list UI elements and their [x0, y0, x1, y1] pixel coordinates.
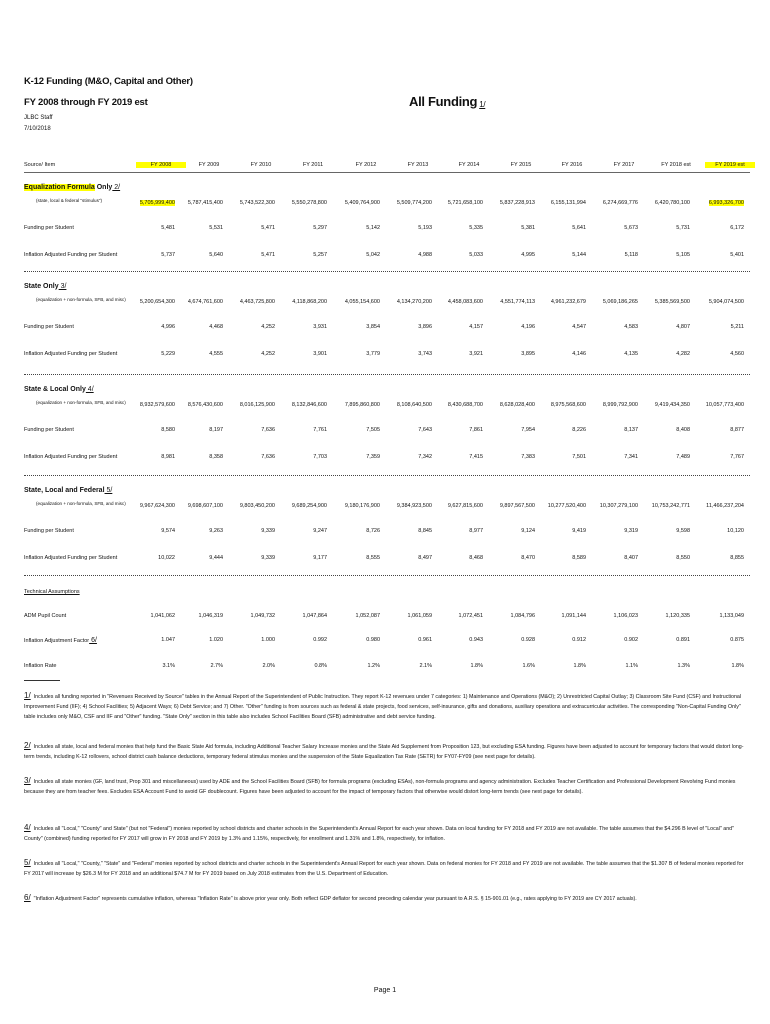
table-cell: 0.943	[469, 637, 483, 643]
row-label: Funding per Student	[24, 324, 74, 330]
section-title: State & Local Only 4/	[24, 386, 94, 393]
table-cell: 5,737	[161, 252, 175, 258]
footnote-text: "Inflation Adjustment Factor" represents cumulative inflation, whereas "Inflation Rate" is above prior year only. Both reflect GDP deflator for second preceding calendar year pursuant to A.R.S. § 15-901.01 (e.g., rates applying to FY 2019 are CY 2017 actuals).	[33, 896, 637, 902]
table-cell: 7,895,860,800	[344, 402, 380, 408]
footnote	[24, 858, 744, 879]
table-cell: 6,155,131,994	[550, 200, 586, 206]
table-cell: 5,335	[469, 225, 483, 231]
table-cell: 1,046,319	[198, 613, 223, 619]
year-header: FY 2014	[458, 162, 480, 168]
table-cell: 1.020	[209, 637, 223, 643]
table-cell: 5,118	[624, 252, 638, 258]
table-cell: 4,551,774,113	[500, 299, 535, 305]
table-cell: 5,509,774,200	[396, 200, 432, 206]
table-cell: 8,981	[161, 454, 175, 460]
table-cell: 7,505	[366, 427, 380, 433]
table-cell: 7,342	[418, 454, 432, 460]
footnote-number: 4/	[24, 823, 31, 832]
table-cell: 4,583	[624, 324, 638, 330]
table-cell: 3,901	[313, 351, 327, 357]
table-cell: 0.912	[572, 637, 586, 643]
table-cell: 1,133,049	[719, 613, 744, 619]
table-cell: 8,628,028,400	[499, 402, 535, 408]
table-cell: 7,703	[313, 454, 327, 460]
table-cell: 8,855	[730, 555, 744, 561]
table-cell: 4,252	[261, 324, 275, 330]
table-cell: 8,576,430,600	[187, 402, 223, 408]
report-author: JLBC Staff	[24, 115, 53, 121]
year-header: FY 2015	[510, 162, 532, 168]
table-cell: 5,211	[730, 324, 744, 330]
table-cell: 8,555	[366, 555, 380, 561]
table-cell: 3,931	[313, 324, 327, 330]
table-cell: 5,705,999,400	[139, 200, 175, 206]
table-cell: 4,463,725,800	[239, 299, 275, 305]
table-cell: 8,132,846,600	[291, 402, 327, 408]
table-cell: 5,481	[161, 225, 175, 231]
footnote-text: Includes all "Local," "County" and State" (but not "Federal") monies reported by school districts and charter schools in the Superintendent's Annual Report for each year shown. Data on local funding for FY 2018 and FY 2019 are not available. The table assumes that the $4.296 B level of "Local" and" County" (combined) funding reported for FY 2017 will grow in FY 2018 and FY 2019 by 1.3% and 1.15%, respectively, for enrollment and 1.31% and 1.8%, respectively, for inflation.	[24, 826, 734, 842]
table-cell: 9,339	[261, 528, 275, 534]
table-cell: 3,896	[418, 324, 432, 330]
year-header: FY 2012	[355, 162, 377, 168]
row-label: Funding per Student	[24, 225, 74, 231]
table-cell: 1.3%	[677, 663, 690, 669]
table-cell: 4,146	[572, 351, 586, 357]
table-cell: 7,489	[676, 454, 690, 460]
table-cell: 10,022	[158, 555, 175, 561]
table-cell: 9,319	[624, 528, 638, 534]
header-rule	[24, 172, 750, 173]
table-cell: 8,108,640,500	[396, 402, 432, 408]
section-title: State Only 3/	[24, 283, 67, 290]
table-cell: 1.000	[261, 637, 275, 643]
table-cell: 4,547	[572, 324, 586, 330]
table-cell: 5,673	[624, 225, 638, 231]
table-cell: 1,049,732	[250, 613, 275, 619]
table-cell: 5,837,228,913	[499, 200, 535, 206]
footnote-text: Includes all funding reported in "Revenues Received by Source" tables in the Annual Report of the Superintendent of Public Instruction. They report K-12 revenues under 7 categories: 1) Maintenance and Operations (M&O); 2) Unrestricted Capital Outlay; 3) Classroom Site Fund (CSF) and Instructional Improvement Fund (IIF); 4) School Facilities; 5) Adjacent Ways; 6) Debt Service; and 7) Other. "Other" funding is from sources such as federal & state projects, food services, self-insurance, gifts and donations, auxiliary operations and extracurricular activities. The corresponding "Non-Capital Funding Only" table includes only M&O, CSF and IIF and "Other" funding. "State Only" section in this table also includes School Facilities Board (SFB) administrative and debt service funding.	[24, 694, 742, 720]
table-cell: 4,252	[261, 351, 275, 357]
table-cell: 1.8%	[573, 663, 586, 669]
footnote	[24, 741, 744, 762]
table-cell: 5,721,658,100	[447, 200, 483, 206]
table-cell: 5,033	[469, 252, 483, 258]
table-cell: 5,257	[313, 252, 327, 258]
table-cell: 9,689,254,900	[291, 503, 327, 509]
table-cell: 4,118,868,200	[292, 299, 327, 305]
year-header: FY 2010	[250, 162, 272, 168]
table-cell: 4,134,270,200	[396, 299, 432, 305]
table-cell: 5,200,654,300	[139, 299, 175, 305]
table-cell: 11,466,237,204	[706, 503, 744, 509]
table-cell: 8,726	[366, 528, 380, 534]
row-label: Inflation Adjusted Funding per Student	[24, 351, 118, 357]
table-cell: 7,767	[730, 454, 744, 460]
table-cell: 9,177	[313, 555, 327, 561]
table-cell: 1.2%	[367, 663, 380, 669]
table-cell: 4,555	[209, 351, 223, 357]
section-subtitle: (equalization + non-formula, SFB, and misc)	[36, 297, 126, 302]
table-cell: 9,897,567,500	[499, 503, 535, 509]
table-cell: 1,072,451	[458, 613, 483, 619]
table-cell: 7,341	[624, 454, 638, 460]
table-cell: 5,144	[572, 252, 586, 258]
table-cell: 5,787,415,400	[187, 200, 223, 206]
table-cell: 9,419,434,350	[654, 402, 690, 408]
assumption-label: ADM Pupil Count	[24, 613, 67, 619]
table-cell: 8,016,125,900	[239, 402, 275, 408]
assumption-label: Inflation Rate	[24, 663, 57, 669]
table-cell: 8,999,792,900	[602, 402, 638, 408]
table-cell: 6,993,326,700	[708, 200, 744, 206]
year-header: FY 2019 est	[705, 162, 755, 168]
table-cell: 9,419	[572, 528, 586, 534]
year-header: FY 2009	[198, 162, 220, 168]
table-cell: 8,589	[572, 555, 586, 561]
table-cell: 8,137	[624, 427, 638, 433]
year-header: FY 2013	[407, 162, 429, 168]
table-cell: 8,226	[572, 427, 586, 433]
table-cell: 9,444	[209, 555, 223, 561]
table-cell: 10,120	[727, 528, 744, 534]
table-cell: 9,263	[209, 528, 223, 534]
table-cell: 3,895	[521, 351, 535, 357]
table-cell: 9,627,815,600	[447, 503, 483, 509]
table-cell: 7,761	[313, 427, 327, 433]
table-cell: 9,698,607,100	[187, 503, 223, 509]
table-cell: 0.8%	[314, 663, 327, 669]
table-cell: 5,409,764,900	[344, 200, 380, 206]
footnote	[24, 776, 744, 797]
table-cell: 1,091,144	[561, 613, 586, 619]
footnote-text: Includes all state, local and federal monies that help fund the Basic State Aid formula, including Additional Teacher Salary Increase monies and the State Aid Supplement from Proposition 123, but excluding ESA funding. Figures have been adjusted to account for temporary factors that would distort long-term trends, including K-12 rollovers, school district cash balance deductions, temporary federal stimulus monies and the suspension of the State Equalization Tax Rate (SETR) for FY07-FY09 (see next page for details).	[24, 744, 744, 760]
report-period: FY 2008 through FY 2019 est	[24, 97, 148, 108]
footnote	[24, 691, 744, 722]
table-cell: 4,996	[161, 324, 175, 330]
table-cell: 5,550,278,800	[291, 200, 327, 206]
table-cell: 4,282	[676, 351, 690, 357]
report-date: 7/10/2018	[24, 126, 51, 132]
table-cell: 4,674,761,600	[187, 299, 223, 305]
table-cell: 8,877	[730, 427, 744, 433]
section-divider	[24, 475, 750, 476]
footnote-text: Includes all state monies (GF, land trust, Prop 301 and miscellaneous) used by ADE and the School Facilities Board (SFB) for formula programs (excluding ESAs), non-formula programs and agency administration. Excludes Teacher Certification and Professional Development Revolving Fund monies because they are from teacher fees. Excludes ESA Account Fund to avoid GF doublecount. Figures have been adjusted to account for the impact of temporary factors that otherwise would distort long-term trends (see next page for details).	[24, 779, 736, 795]
table-cell: 8,468	[469, 555, 483, 561]
table-cell: 1.8%	[470, 663, 483, 669]
table-cell: 8,550	[676, 555, 690, 561]
table-cell: 5,904,074,500	[708, 299, 744, 305]
table-cell: 10,753,242,771	[651, 503, 690, 509]
table-cell: 5,471	[261, 252, 275, 258]
footnote-number: 6/	[24, 893, 31, 902]
table-cell: 3,921	[469, 351, 483, 357]
year-header: FY 2018 est	[661, 162, 691, 168]
table-cell: 1.6%	[522, 663, 535, 669]
table-cell: 1,120,335	[665, 613, 690, 619]
table-cell: 7,636	[261, 427, 275, 433]
table-cell: 5,042	[366, 252, 380, 258]
table-cell: 5,385,569,500	[654, 299, 690, 305]
row-label: Inflation Adjusted Funding per Student	[24, 252, 118, 258]
table-cell: 8,408	[676, 427, 690, 433]
report-title: K-12 Funding (M&O, Capital and Other)	[24, 76, 193, 87]
table-cell: 4,055,154,600	[344, 299, 380, 305]
table-cell: 5,531	[209, 225, 223, 231]
table-cell: 5,105	[676, 252, 690, 258]
table-cell: 7,636	[261, 454, 275, 460]
footnote-number: 2/	[24, 741, 31, 750]
table-cell: 3,779	[366, 351, 380, 357]
table-cell: 8,470	[521, 555, 535, 561]
table-cell: 0.875	[730, 637, 744, 643]
table-cell: 6,172	[730, 225, 744, 231]
table-cell: 1,106,023	[613, 613, 638, 619]
table-cell: 0.961	[418, 637, 432, 643]
table-cell: 0.902	[624, 637, 638, 643]
section-title: State, Local and Federal 5/	[24, 487, 113, 494]
section-subtitle: (equalization + non-formula, SFB, and misc)	[36, 400, 126, 405]
table-cell: 8,932,579,600	[139, 402, 175, 408]
table-cell: 9,384,923,500	[396, 503, 432, 509]
table-cell: 3,743	[418, 351, 432, 357]
table-cell: 7,501	[572, 454, 586, 460]
table-cell: 9,574	[161, 528, 175, 534]
table-cell: 5,401	[730, 252, 744, 258]
table-cell: 5,640	[209, 252, 223, 258]
row-label: Inflation Adjusted Funding per Student	[24, 454, 118, 460]
table-cell: 5,381	[521, 225, 535, 231]
table-cell: 9,180,176,900	[344, 503, 380, 509]
row-label: Inflation Adjusted Funding per Student	[24, 555, 118, 561]
table-cell: 4,157	[469, 324, 483, 330]
year-header: FY 2011	[302, 162, 324, 168]
table-cell: 2.1%	[419, 663, 432, 669]
year-header: FY 2017	[613, 162, 635, 168]
table-cell: 7,359	[366, 454, 380, 460]
table-cell: 0.992	[313, 637, 327, 643]
table-cell: 2.7%	[210, 663, 223, 669]
table-cell: 10,057,773,400	[705, 402, 744, 408]
table-cell: 5,193	[418, 225, 432, 231]
assumption-label: Inflation Adjustment Factor 6/	[24, 637, 97, 644]
table-cell: 4,961,232,679	[550, 299, 586, 305]
table-cell: 5,641	[572, 225, 586, 231]
table-cell: 1,047,864	[302, 613, 327, 619]
section-subtitle: (state, local & federal "stimulus")	[36, 198, 103, 203]
table-cell: 7,954	[521, 427, 535, 433]
table-cell: 5,743,522,300	[239, 200, 275, 206]
table-cell: 1,061,059	[407, 613, 432, 619]
footnote	[24, 893, 744, 904]
all-funding-title: All Funding $^{1/}$	[409, 94, 486, 109]
table-cell: 8,497	[418, 555, 432, 561]
table-cell: 9,247	[313, 528, 327, 534]
table-cell: 6,274,669,776	[602, 200, 638, 206]
footnote-number: 5/	[24, 858, 31, 867]
table-cell: 6,420,780,100	[654, 200, 690, 206]
table-cell: 8,407	[624, 555, 638, 561]
section-divider	[24, 575, 750, 576]
page-number: Page 1	[373, 987, 397, 994]
table-cell: 9,967,624,300	[139, 503, 175, 509]
table-cell: 0.980	[366, 637, 380, 643]
table-cell: 2.0%	[262, 663, 275, 669]
table-cell: 8,197	[209, 427, 223, 433]
table-cell: 8,580	[161, 427, 175, 433]
section-divider	[24, 271, 750, 272]
table-cell: 5,731	[676, 225, 690, 231]
footnote-divider	[24, 680, 60, 681]
table-cell: 5,142	[366, 225, 380, 231]
table-cell: 0.928	[521, 637, 535, 643]
table-cell: 1,052,087	[355, 613, 380, 619]
section-title: Equalization Formula Only 2/	[24, 184, 121, 191]
table-cell: 4,135	[624, 351, 638, 357]
table-cell: 3.1%	[162, 663, 175, 669]
table-cell: 8,975,568,600	[550, 402, 586, 408]
table-cell: 4,468	[209, 324, 223, 330]
source-item-header: Source/ Item	[24, 162, 56, 168]
all-funding-note: 1/	[479, 100, 486, 109]
table-cell: 1,041,062	[150, 613, 175, 619]
table-cell: 9,598	[676, 528, 690, 534]
table-cell: 8,430,688,700	[447, 402, 483, 408]
table-cell: 7,383	[521, 454, 535, 460]
table-cell: 1.047	[161, 637, 175, 643]
row-label: Funding per Student	[24, 427, 74, 433]
footnote-text: Includes all "Local," "County," "State" and "Federal" monies reported by school districts and charter schools in the Superintendent's Annual Report for each year shown. Data on federal monies for FY 2018 and FY 2019 are not available. The table assumes that the $1.307 B of federal monies reported for FY 2017 will increase by $26.3 M for FY 2018 and an additional $74.7 M for FY 2019 based on July 2018 estimates from the U.S. Department of Education.	[24, 861, 744, 877]
table-cell: 1.1%	[625, 663, 638, 669]
table-cell: 4,196	[521, 324, 535, 330]
table-cell: 4,458,083,600	[447, 299, 483, 305]
table-cell: 5,229	[161, 351, 175, 357]
table-cell: 8,358	[209, 454, 223, 460]
table-cell: 8,977	[469, 528, 483, 534]
footnote-number: 3/	[24, 776, 31, 785]
table-cell: 3,854	[366, 324, 380, 330]
table-cell: 9,803,450,200	[239, 503, 275, 509]
row-label: Funding per Student	[24, 528, 74, 534]
table-cell: 0.891	[676, 637, 690, 643]
table-cell: 4,988	[418, 252, 432, 258]
table-cell: 10,277,520,400	[547, 503, 586, 509]
table-cell: 9,339	[261, 555, 275, 561]
table-cell: 7,643	[418, 427, 432, 433]
table-cell: 10,307,279,100	[599, 503, 638, 509]
table-cell: 5,297	[313, 225, 327, 231]
table-cell: 7,415	[469, 454, 483, 460]
table-cell: 7,861	[469, 427, 483, 433]
technical-assumptions-title: Technical Assumptions	[24, 589, 80, 595]
table-cell: 5,069,186,265	[602, 299, 638, 305]
table-cell: 1.8%	[731, 663, 744, 669]
table-cell: 1,084,796	[510, 613, 535, 619]
table-cell: 9,124	[521, 528, 535, 534]
footnote-number: 1/	[24, 691, 31, 700]
table-cell: 8,845	[418, 528, 432, 534]
year-header: FY 2016	[561, 162, 583, 168]
table-cell: 5,471	[261, 225, 275, 231]
table-cell: 4,807	[676, 324, 690, 330]
section-subtitle: (equalization + non-formula, SFB, and misc)	[36, 501, 126, 506]
table-cell: 4,560	[730, 351, 744, 357]
year-header: FY 2008	[136, 162, 186, 168]
table-cell: 4,995	[521, 252, 535, 258]
section-divider	[24, 374, 750, 375]
footnote	[24, 823, 744, 844]
